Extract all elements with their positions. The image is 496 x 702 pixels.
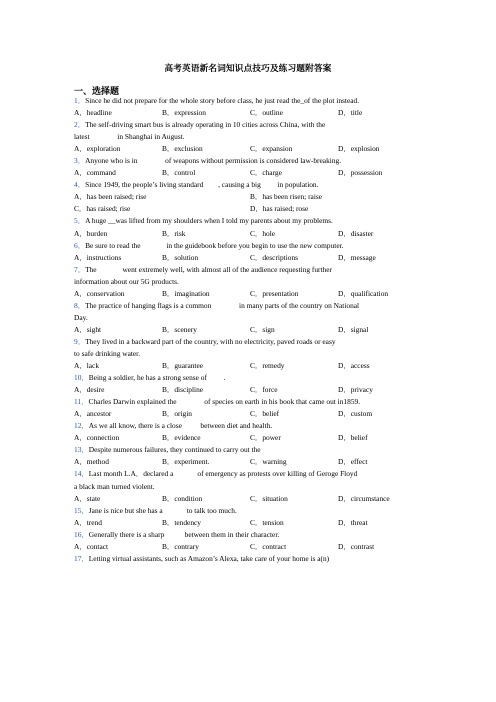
- answer-option[interactable]: C．contract: [250, 541, 287, 551]
- answer-option[interactable]: C．force: [250, 385, 278, 395]
- question-stem: [74, 155, 426, 167]
- options-row: [74, 493, 426, 505]
- answer-option[interactable]: D．explosion: [338, 144, 380, 154]
- answer-option[interactable]: C．warning: [250, 457, 287, 467]
- answer-option[interactable]: C．presentation: [250, 288, 299, 298]
- options-row: [74, 432, 426, 444]
- answer-option[interactable]: B．solution: [162, 252, 199, 262]
- answer-option[interactable]: A．exploration: [74, 144, 121, 154]
- answer-option[interactable]: D．circumstance: [338, 493, 390, 503]
- question-text: Last month L.A．declared a of emergency as protests over killing of Geroge Floyd: [88, 469, 358, 479]
- answer-option[interactable]: C．remedy: [250, 361, 285, 371]
- question-text: Since he did not prepare for the whole story before class, he just read the_of the plot instead.: [85, 96, 360, 105]
- question-stem: [74, 336, 426, 348]
- question-number: 2．: [74, 120, 86, 130]
- answer-option[interactable]: B．contrary: [162, 541, 199, 551]
- page-title: 高考英语新名词知识点技巧及练习题附答案: [164, 63, 332, 73]
- answer-option[interactable]: A．trend: [74, 517, 102, 527]
- answer-option[interactable]: A．burden: [74, 228, 108, 238]
- answer-option[interactable]: C．expansion: [250, 144, 293, 154]
- answer-option[interactable]: D．possession: [338, 168, 383, 178]
- question-number: 13．: [74, 445, 89, 455]
- question-text: Day.: [74, 312, 88, 322]
- answer-option[interactable]: A．sight: [74, 324, 102, 334]
- question-text: The went extremely well, with almost all of the audience requesting further: [85, 264, 332, 274]
- question-stem: [74, 396, 426, 408]
- question-stem: [74, 264, 426, 276]
- options-row: [74, 167, 426, 179]
- question-stem: [74, 553, 426, 565]
- question-text: a black man turned violent.: [74, 481, 155, 491]
- question-text: A huge __was lifted from my shoulders when I told my parents about my problems.: [85, 216, 333, 226]
- answer-option[interactable]: B．origin: [162, 409, 192, 419]
- answer-option[interactable]: A．connection: [74, 433, 120, 443]
- question-number: 6．: [74, 240, 86, 250]
- answer-option[interactable]: D．title: [338, 108, 363, 118]
- answer-option[interactable]: C．descriptions: [250, 252, 299, 262]
- answer-option[interactable]: A．instructions: [74, 252, 122, 262]
- answer-option[interactable]: B．risk: [162, 228, 186, 238]
- question-stem-continued: [74, 131, 426, 143]
- answer-option[interactable]: B．evidence: [162, 433, 201, 443]
- question-text: Since 1949, the people’s living standard , causing a big in population.: [85, 180, 319, 190]
- answer-option[interactable]: D．privacy: [338, 385, 373, 395]
- question-text: Despite numerous failures, they continued to carry out the: [88, 445, 261, 455]
- answer-option[interactable]: A．has been raised; rise: [74, 192, 147, 202]
- question-text: As we all know, there is a close between diet and health.: [88, 421, 273, 431]
- options-row: [74, 360, 426, 372]
- question-stem: [74, 444, 426, 456]
- options-row: [74, 288, 426, 300]
- answer-option[interactable]: D．belief: [338, 433, 368, 443]
- question-stem: [74, 300, 426, 312]
- options-row: [74, 541, 426, 553]
- question-number: 17．: [74, 553, 89, 563]
- answer-option[interactable]: B．control: [162, 168, 196, 178]
- options-row: [74, 384, 426, 396]
- answer-option[interactable]: B．exclusion: [162, 144, 203, 154]
- question-stem: [74, 529, 426, 541]
- answer-option[interactable]: D．contrast: [338, 541, 375, 551]
- options-row: [74, 191, 426, 203]
- answer-option[interactable]: B．guarantee: [162, 361, 204, 371]
- section-heading: 一、选择题: [74, 86, 120, 96]
- question-stem: [74, 240, 426, 252]
- question-stem-continued: [74, 312, 426, 324]
- question-number: 14．: [74, 469, 89, 479]
- answer-option[interactable]: D．disaster: [338, 228, 374, 238]
- answer-option[interactable]: B．imagination: [162, 288, 210, 298]
- answer-option[interactable]: C．situation: [250, 493, 288, 503]
- question-stem: [74, 505, 426, 517]
- question-text: Generally there is a sharp between them in their character.: [88, 529, 280, 539]
- answer-option[interactable]: B．scenery: [162, 324, 197, 334]
- answer-option[interactable]: D．signal: [338, 324, 369, 334]
- question-stem: [74, 119, 426, 131]
- question-stem-continued: [74, 481, 426, 493]
- question-stem: [74, 179, 426, 191]
- question-number: 12．: [74, 421, 89, 431]
- answer-option[interactable]: A．command: [74, 168, 116, 178]
- question-stem-continued: [74, 276, 426, 288]
- answer-option[interactable]: A．conservation: [74, 288, 125, 298]
- options-row: [74, 143, 426, 155]
- answer-option[interactable]: C．charge: [250, 168, 282, 178]
- question-number: 11．: [74, 397, 89, 407]
- question-text: Charles Darwin explained the of species on earth in his book that came out in1859.: [88, 397, 361, 407]
- question-number: 16．: [74, 529, 89, 539]
- answer-option[interactable]: D．access: [338, 361, 370, 371]
- answer-option[interactable]: C．power: [250, 433, 281, 443]
- question-number: 1．: [74, 96, 86, 105]
- answer-option[interactable]: D．qualification: [338, 288, 389, 298]
- question-number: 15．: [74, 505, 89, 515]
- answer-option[interactable]: B．tendency: [162, 517, 201, 527]
- question-text: to safe drinking water.: [74, 348, 141, 358]
- question-number: 10．: [74, 373, 89, 383]
- question-list: [74, 95, 426, 565]
- question-number: 3．: [74, 156, 86, 166]
- question-number: 9．: [74, 336, 86, 346]
- question-stem-continued: [74, 348, 426, 360]
- answer-option[interactable]: C．outline: [250, 108, 283, 118]
- question-text: They lived in a backward part of the country, with no electricity, paved roads or easy: [85, 336, 336, 346]
- answer-option[interactable]: D．threat: [338, 517, 368, 527]
- options-row: [74, 408, 426, 420]
- answer-option[interactable]: B．has been risen; raise: [250, 192, 323, 202]
- question-stem: [74, 215, 426, 227]
- answer-option[interactable]: B．expression: [162, 108, 206, 118]
- question-number: 4．: [74, 180, 86, 190]
- question-number: 8．: [74, 300, 86, 310]
- question-stem: [74, 95, 426, 107]
- question-stem: [74, 420, 426, 432]
- question-text: Being a soldier, he has a strong sense of .: [88, 373, 226, 383]
- options-row: [74, 228, 426, 240]
- options-row: [74, 517, 426, 529]
- answer-option[interactable]: C．has raised; rise: [74, 204, 131, 214]
- question-number: 7．: [74, 264, 86, 274]
- options-row: [74, 456, 426, 468]
- answer-option[interactable]: A．headline: [74, 108, 112, 118]
- answer-option[interactable]: D．custom: [338, 409, 373, 419]
- answer-option[interactable]: A．contact: [74, 541, 109, 551]
- answer-option[interactable]: A．lack: [74, 361, 100, 371]
- answer-option[interactable]: A．desire: [74, 385, 105, 395]
- answer-option[interactable]: A．method: [74, 457, 109, 467]
- question-stem: [74, 372, 426, 384]
- answer-option[interactable]: B．condition: [162, 493, 203, 503]
- question-text: Letting virtual assistants, such as Amazon’s Alexa, take care of your home is a(n): [88, 553, 330, 563]
- answer-option[interactable]: C．belief: [250, 409, 280, 419]
- answer-option[interactable]: C．sign: [250, 324, 275, 334]
- answer-option[interactable]: D．effect: [338, 457, 368, 467]
- options-row: [74, 203, 426, 215]
- answer-option[interactable]: A．ancestor: [74, 409, 112, 419]
- answer-option[interactable]: D．message: [338, 252, 376, 262]
- answer-option[interactable]: D．has raised; rose: [250, 204, 309, 214]
- answer-option[interactable]: C．hole: [250, 228, 276, 238]
- question-text: Be sure to read the in the guidebook before you begin to use the new computer.: [85, 240, 344, 250]
- question-text: Anyone who is in of weapons without permission is considered law-breaking.: [85, 156, 342, 166]
- question-stem: [74, 468, 426, 480]
- answer-option[interactable]: B．experiment.: [162, 457, 210, 467]
- question-text: The self-driving smart bus is already operating in 10 cities across China, with the: [85, 120, 326, 130]
- answer-option[interactable]: B．discipline: [162, 385, 204, 395]
- question-number: 5．: [74, 216, 86, 226]
- question-text: latest in Shanghai in August.: [74, 132, 185, 142]
- answer-option[interactable]: C．tension: [250, 517, 284, 527]
- options-row: [74, 324, 426, 336]
- options-row: [74, 107, 426, 119]
- options-row: [74, 252, 426, 264]
- question-text: The practice of hanging flags is a common in many parts of the country on National: [85, 300, 360, 310]
- question-text: Jane is nice but she has a to talk too much.: [88, 505, 237, 515]
- answer-option[interactable]: A．state: [74, 493, 101, 503]
- question-text: information about our 5G products.: [74, 276, 179, 286]
